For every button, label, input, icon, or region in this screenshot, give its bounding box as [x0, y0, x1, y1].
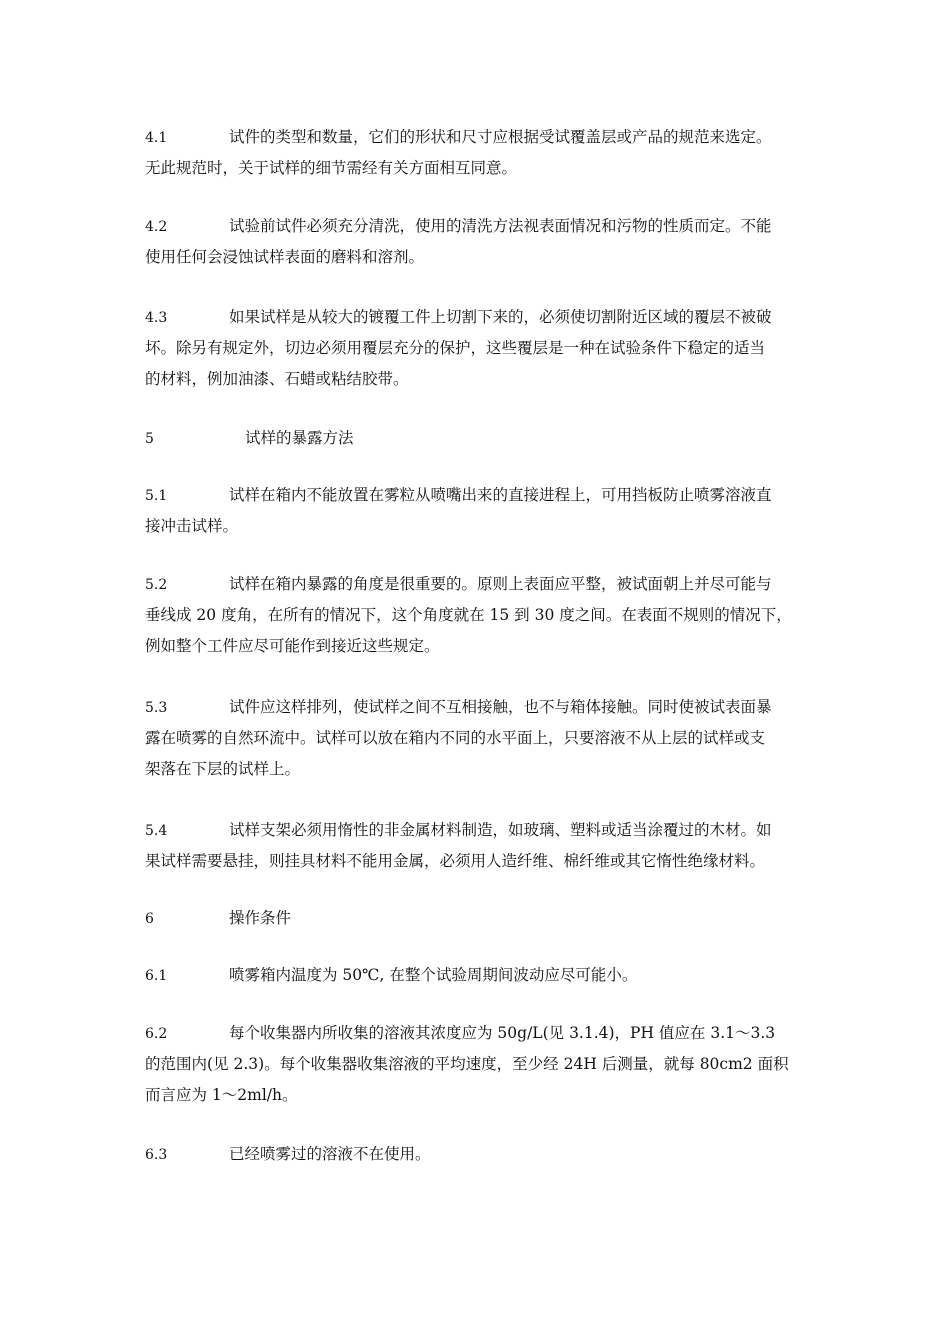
paragraph-text: 试件应这样排列，使试样之间不互相接触，也不与箱体接触。同时使被试表面暴: [229, 698, 772, 716]
section-heading-5: [145, 423, 809, 454]
paragraph-5-1: [145, 480, 809, 542]
paragraph-6-1: [145, 960, 809, 991]
paragraph-number: 4.2: [145, 219, 168, 235]
section-title: 操作条件: [229, 909, 292, 927]
paragraph-text: 的范围内(见 2.3)。每个收集器收集溶液的平均速度，至少经 24H 后测量，就每 80cm2 面积: [145, 1055, 789, 1073]
paragraph-number: 5.3: [145, 700, 168, 716]
paragraph-number: 6.2: [145, 1026, 168, 1042]
paragraph-text: 已经喷雾过的溶液不在使用。: [229, 1145, 431, 1163]
paragraph-text: 垂线成 20 度角，在所有的情况下，这个角度就在 15 到 30 度之间。在表面不规则的情况下，: [145, 606, 792, 624]
paragraph-text: 使用任何会浸蚀试样表面的磨料和溶剂。: [145, 248, 425, 266]
paragraph-text: 试样在箱内暴露的角度是很重要的。原则上表面应平整，被试面朝上并尽可能与: [229, 575, 772, 593]
section-number: 5: [145, 431, 154, 447]
paragraph-4-3: [145, 302, 809, 395]
paragraph-number: 5.1: [145, 488, 168, 504]
paragraph-text: 试件的类型和数量，它们的形状和尺寸应根据受试覆盖层或产品的规范来选定。: [229, 128, 772, 146]
paragraph-6-2: [145, 1018, 809, 1111]
paragraph-text: 每个收集器内所收集的溶液其浓度应为 50g/L(见 3.1.4)，PH 值应在 3.1～3.3: [229, 1024, 776, 1042]
paragraph-text: 无此规范时，关于试样的细节需经有关方面相互同意。: [145, 159, 518, 177]
paragraph-text: 试样在箱内不能放置在雾粒从喷嘴出来的直接进程上，可用挡板防止喷雾溶液直: [229, 486, 772, 504]
paragraph-number: 5.4: [145, 823, 168, 839]
paragraph-text: 而言应为 1～2ml/h。: [145, 1086, 298, 1104]
paragraph-text: 坏。除另有规定外，切边必须用覆层充分的保护，这些覆层是一种在试验条件下稳定的适当: [145, 339, 766, 357]
paragraph-5-2: [145, 569, 809, 662]
section-heading-6: [145, 903, 809, 934]
paragraph-text: 例如整个工件应尽可能作到接近这些规定。: [145, 637, 440, 655]
paragraph-number: 5.2: [145, 577, 168, 593]
paragraph-text: 的材料，例加油漆、石蜡或粘结胶带。: [145, 370, 409, 388]
paragraph-5-4: [145, 815, 809, 877]
paragraph-number: 6.3: [145, 1147, 168, 1163]
section-title: 试样的暴露方法: [245, 429, 354, 447]
paragraph-text: 喷雾箱内温度为 50℃, 在整个试验周期间波动应尽可能小。: [229, 966, 638, 984]
paragraph-number: 6.1: [145, 968, 168, 984]
paragraph-6-3: [145, 1139, 809, 1170]
section-number: 6: [145, 911, 154, 927]
paragraph-text: 试样支架必须用惰性的非金属材料制造，如玻璃、塑料或适当涂覆过的木材。如: [229, 821, 772, 839]
paragraph-text: 接冲击试样。: [145, 517, 239, 535]
paragraph-text: 露在喷雾的自然环流中。试样可以放在箱内不同的水平面上，只要溶液不从上层的试样或支: [145, 729, 766, 747]
paragraph-text: 试验前试件必须充分清洗，使用的清洗方法视表面情况和污物的性质而定。不能: [229, 217, 772, 235]
paragraph-number: 4.1: [145, 130, 168, 146]
paragraph-4-2: [145, 211, 809, 273]
paragraph-text: 如果试样是从较大的镀覆工件上切割下来的，必须使切割附近区域的覆层不被破: [229, 308, 772, 326]
paragraph-4-1: [145, 122, 809, 184]
paragraph-text: 架落在下层的试样上。: [145, 760, 301, 778]
paragraph-number: 4.3: [145, 310, 168, 326]
paragraph-5-3: [145, 692, 809, 785]
paragraph-text: 果试样需要悬挂，则挂具材料不能用金属，必须用人造纤维、棉纤维或其它惰性绝缘材料。: [145, 852, 766, 870]
